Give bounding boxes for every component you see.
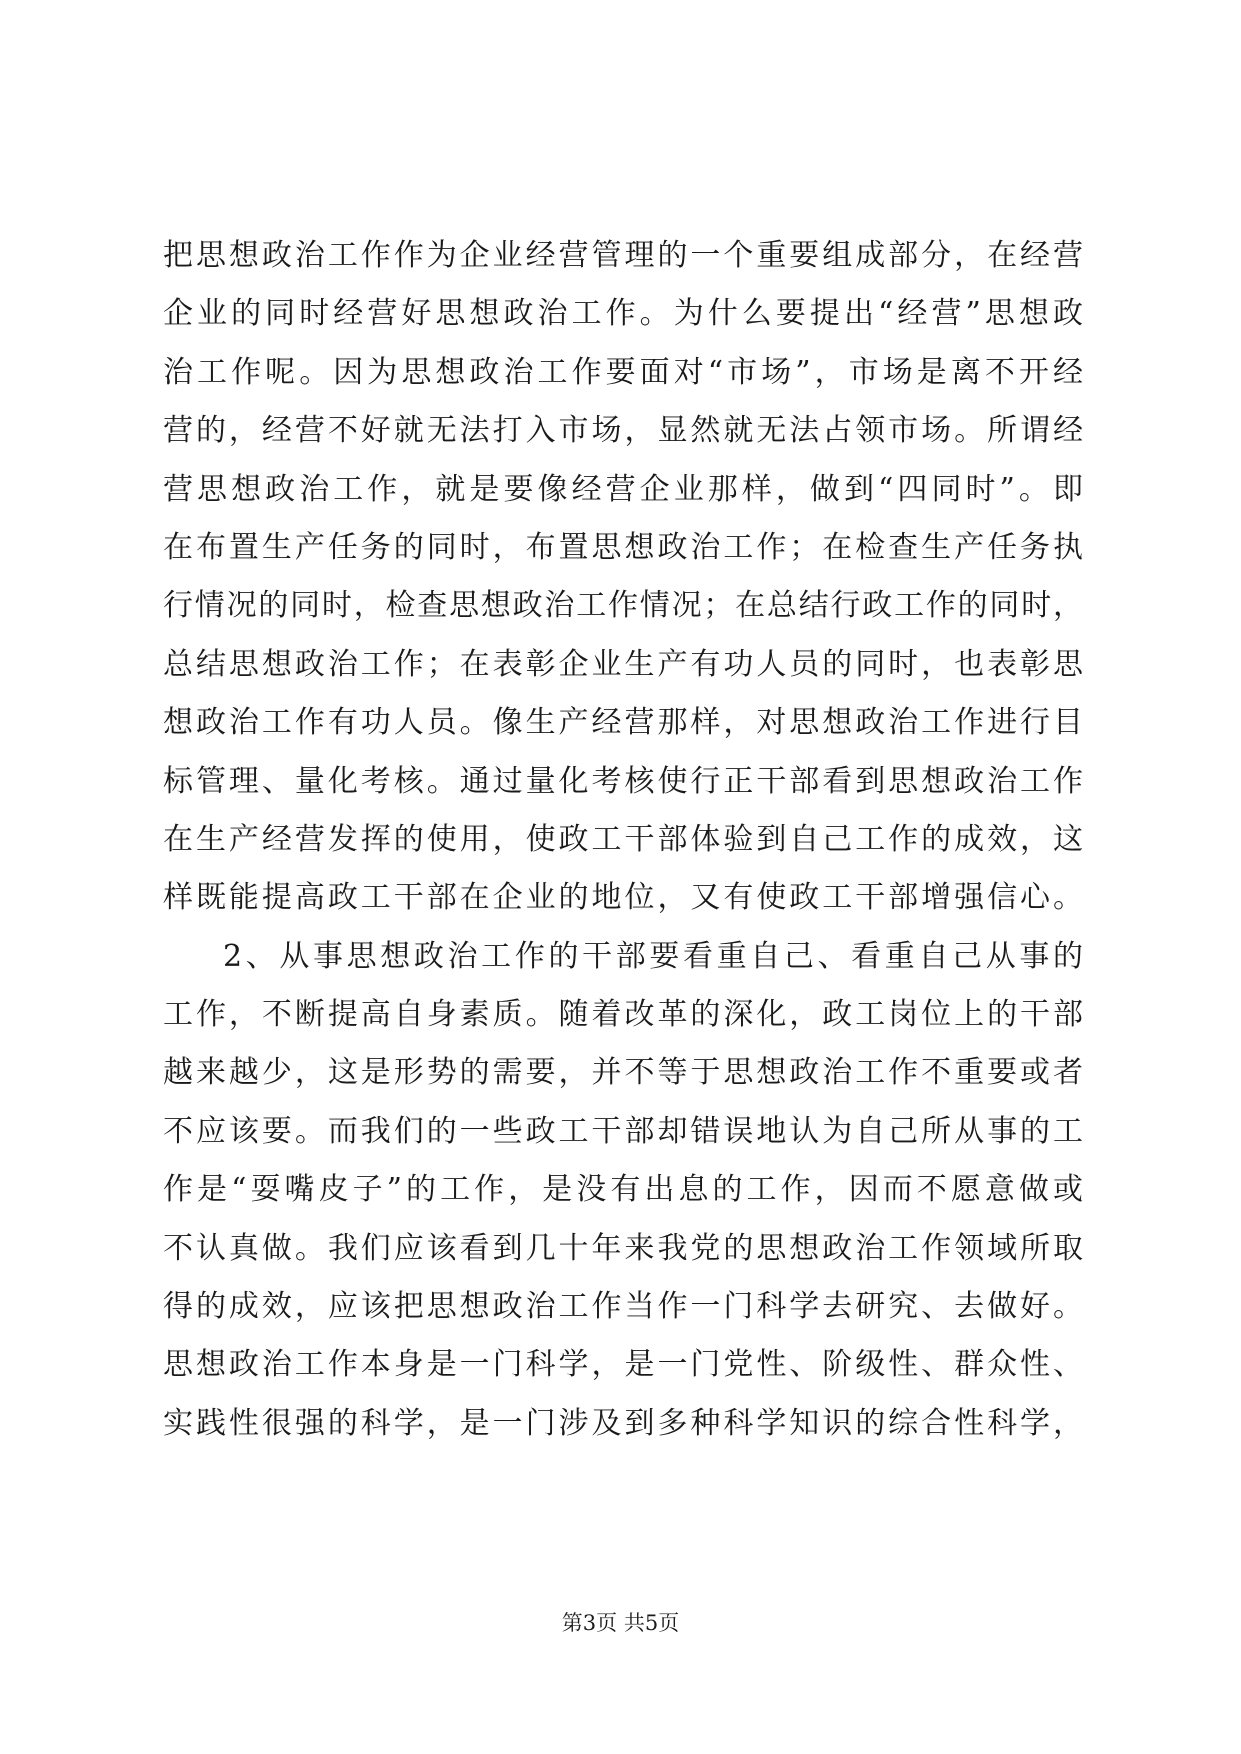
text-line: 思想政治工作本身是一门科学，是一门党性、阶级性、群众性、 [163, 1347, 1083, 1383]
text-line: 企业的同时经营好思想政治工作。为什么要提出“经营”思想政 [163, 296, 1083, 332]
text-line: 越来越少，这是形势的需要，并不等于思想政治工作不重要或者 [163, 1055, 1083, 1091]
text-line: 实践性很强的科学，是一门涉及到多种科学知识的综合性科学， [163, 1405, 1083, 1441]
page-footer [0, 1608, 1241, 1638]
text-line: 营思想政治工作，就是要像经营企业那样，做到“四同时”。即 [163, 471, 1083, 507]
text-line: 工作，不断提高自身素质。随着改革的深化，政工岗位上的干部 [163, 997, 1083, 1033]
text-line: 样既能提高政工干部在企业的地位，又有使政工干部增强信心。 [163, 880, 1083, 916]
text-line: 行情况的同时，检查思想政治工作情况；在总结行政工作的同时， [163, 588, 1083, 624]
text-line: 不应该要。而我们的一些政工干部却错误地认为自己所从事的工 [163, 1113, 1083, 1149]
text-line: 在生产经营发挥的使用，使政工干部体验到自己工作的成效，这 [163, 821, 1083, 857]
text-line: 标管理、量化考核。通过量化考核使行正干部看到思想政治工作 [163, 763, 1083, 799]
text-line: 治工作呢。因为思想政治工作要面对“市场”，市场是离不开经 [163, 354, 1083, 390]
text-line: 总结思想政治工作；在表彰企业生产有功人员的同时，也表彰思 [163, 646, 1083, 682]
text-line: 在布置生产任务的同时，布置思想政治工作；在检查生产任务执 [163, 529, 1083, 565]
page-number: 第3页 共5页 [561, 1611, 680, 1635]
text-line: 作是“耍嘴皮子”的工作，是没有出息的工作，因而不愿意做或 [163, 1172, 1083, 1208]
text-line: 2、从事思想政治工作的干部要看重自己、看重自己从事的 [223, 938, 1083, 974]
text-line: 把思想政治工作作为企业经营管理的一个重要组成部分，在经营 [163, 238, 1083, 273]
text-line: 得的成效，应该把思想政治工作当作一门科学去研究、去做好。 [163, 1289, 1083, 1325]
body-text [163, 227, 1083, 1453]
text-line: 想政治工作有功人员。像生产经营那样，对思想政治工作进行目 [163, 705, 1083, 741]
text-line: 营的，经营不好就无法打入市场，显然就无法占领市场。所谓经 [163, 413, 1083, 449]
text-line: 不认真做。我们应该看到几十年来我党的思想政治工作领域所取 [163, 1230, 1083, 1266]
